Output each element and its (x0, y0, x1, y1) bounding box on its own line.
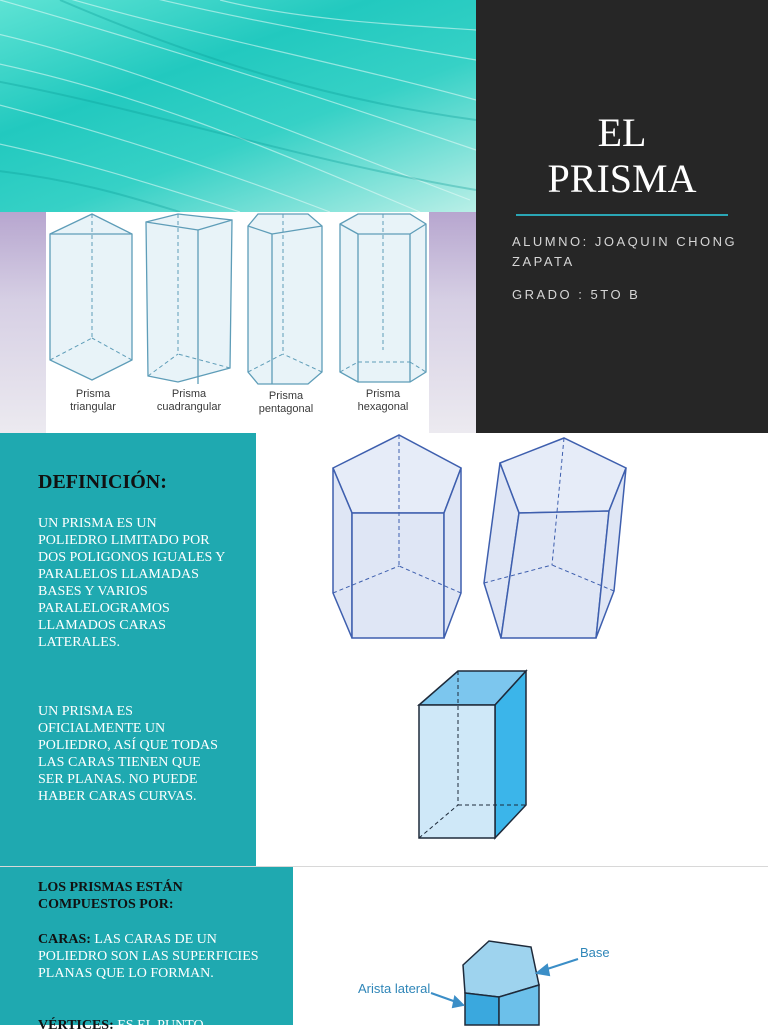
definition-panel (0, 433, 256, 866)
prism-label-line1: Prisma (171, 388, 207, 400)
student-name: ALUMNO: JOAQUIN CHONG ZAPATA (512, 234, 738, 269)
student-grade: GRADO : 5TO B (512, 287, 641, 302)
prism-label-triangular (48, 388, 138, 414)
slide-components (0, 866, 768, 1033)
definition-paragraph-2: UN PRISMA ES OFICIALMENTE UN POLIEDRO, ASÍ QUE TODAS LAS CARAS TIENEN QUE SER PLANAS. NO PUEDE HABER CARAS CURVAS. (38, 704, 218, 804)
prism-label-line1: Prisma (75, 388, 111, 400)
slide-title-text (476, 110, 768, 202)
prism-label-line2: hexagonal (357, 401, 409, 413)
pentagonal-prism-shape (248, 214, 322, 384)
right-pentagonal-prism (333, 435, 461, 638)
slide-title (0, 0, 768, 433)
feather-background-image (0, 0, 476, 212)
rectangular-prism (419, 671, 526, 838)
caras-definition (38, 931, 268, 982)
vertices-term: VÉRTICES: (38, 1018, 114, 1033)
slide-definition (0, 433, 768, 866)
prism-parts-diagram (293, 867, 768, 1025)
title-divider (516, 214, 728, 216)
labeled-pentagonal-prism (463, 941, 539, 1025)
title-line-1: EL (597, 110, 647, 155)
definition-heading: DEFINICIÓN: (38, 471, 167, 493)
prism-label-line1: Prisma (365, 388, 401, 400)
caras-term: CARAS: (38, 932, 91, 947)
prism-label-line2: pentagonal (258, 403, 314, 415)
components-panel (0, 867, 293, 1033)
vertices-definition (38, 1017, 268, 1034)
title-panel (476, 0, 768, 433)
annotation-base: Base (580, 945, 610, 960)
prism-label-line2: triangular (70, 401, 116, 413)
title-line-2: PRISMA (547, 156, 697, 201)
prism-label-pentagonal (241, 390, 331, 416)
annotation-arista-lateral: Arista lateral (358, 981, 431, 996)
prism-label-line2: cuadrangular (156, 401, 222, 413)
prism-illustrations (256, 433, 768, 866)
prism-label-line1: Prisma (268, 390, 304, 402)
vertices-text: ES EL PUNTO (113, 1018, 204, 1033)
triangular-prism-shape (50, 214, 132, 380)
prism-label-quadrangular (144, 388, 234, 414)
prism-types-image (0, 212, 476, 433)
components-heading-text: LOS PRISMAS ESTÁN COMPUESTOS POR: (38, 880, 183, 912)
prism-types-panel (46, 212, 429, 433)
definition-paragraph-1: UN PRISMA ES UN POLIEDRO LIMITADO POR DOS POLIGONOS IGUALES Y PARALELOS LLAMADAS BASES Y VARIOS PARALELOGRAMOS LLAMADOS CARAS LATERALES. (38, 516, 225, 650)
caras-text: LAS CARAS DE UN POLIEDRO SON LAS SUPERFICIES PLANAS QUE LO FORMAN. (38, 932, 259, 981)
components-heading (38, 879, 268, 913)
prism-label-hexagonal (338, 388, 428, 414)
